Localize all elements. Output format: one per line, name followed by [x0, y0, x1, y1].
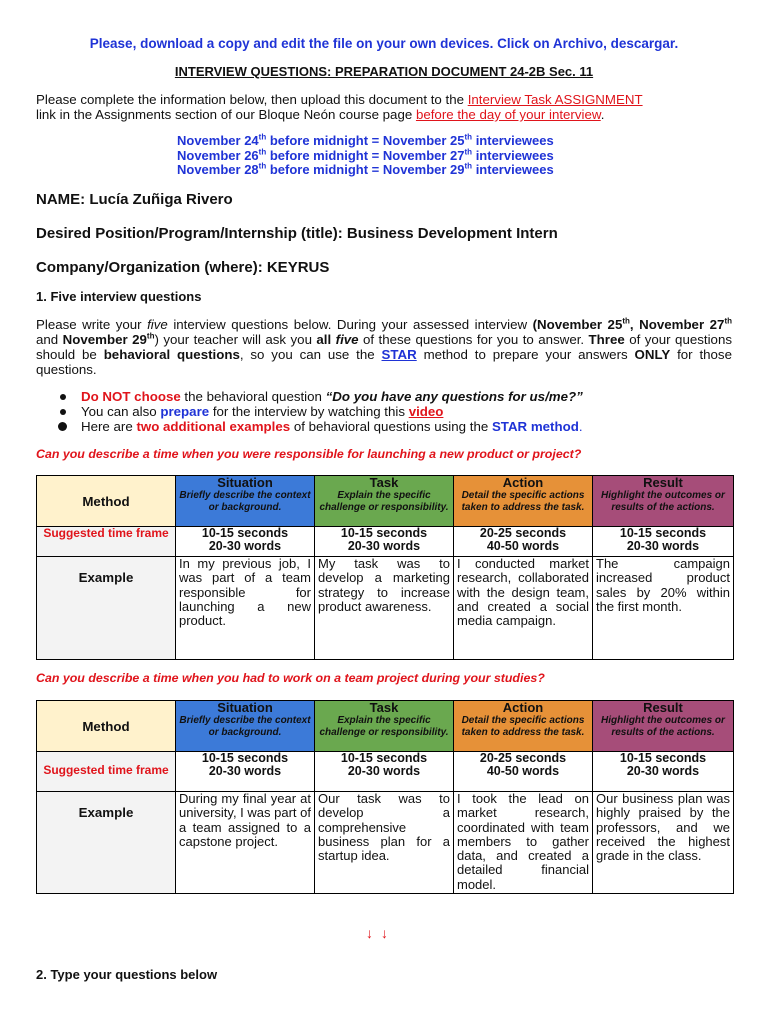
example-cell: My task was to develop a marketing strategy to increase product awareness.: [315, 557, 454, 660]
example-cell: Our task was to develop a comprehensive business plan for a startup idea.: [315, 792, 454, 894]
list-item: Here are two additional examples of behavioral questions using the STAR method.: [60, 419, 583, 434]
time-frame-cell: 10-15 seconds 20-30 words: [593, 752, 734, 792]
download-notice: Please, download a copy and edit the file on your own devices. Click on Archivo, descargar.: [89, 36, 679, 51]
example-question: Can you describe a time when you were responsible for launching a new product or project?: [36, 447, 582, 461]
example-question: Can you describe a time when you had to work on a team project during your studies?: [36, 671, 545, 685]
list-item: Do NOT choose the behavioral question “Do you have any questions for us/me?”: [60, 389, 583, 404]
example-cell: I took the lead on market research, coordinated with team members to gather data, and created a detailed financial model.: [454, 792, 593, 894]
time-frame-label: Suggested time frame: [37, 752, 176, 792]
example-label: Example: [37, 557, 176, 660]
time-frame-cell: 10-15 seconds 20-30 words: [315, 527, 454, 557]
time-frame-cell: 20-25 seconds 40-50 words: [454, 752, 593, 792]
action-header: Action Detail the specific actions taken to address the task.: [454, 701, 593, 752]
instructions-paragraph: Please write your five interview questions below. During your assessed interview (November 25th, November 27th and November 29th) your teacher will ask you all five of these questions for you to answer. Three of your questions should be behavioral questions, so you can use the STAR method to prepare your answers ONLY for those questions.: [36, 316, 732, 377]
situation-header: Situation Briefly describe the context or background.: [176, 701, 315, 752]
method-label: Method: [37, 701, 176, 752]
example-cell: Our business plan was highly praised by the professors, and we received the highest grade in the class.: [593, 792, 734, 894]
video-link[interactable]: video: [408, 404, 444, 419]
task-header: Task Explain the specific challenge or responsibility.: [315, 701, 454, 752]
time-frame-cell: 10-15 seconds 20-30 words: [176, 527, 315, 557]
bullet-icon: [60, 409, 66, 415]
deadline-item: November 24th before midnight = November 25th interviewees: [177, 132, 554, 148]
list-item: You can also prepare for the interview by watching this video: [60, 404, 583, 419]
result-header: Result Highlight the outcomes or results of the actions.: [593, 476, 734, 527]
example-label: Example: [37, 792, 176, 894]
deadline-item: November 28th before midnight = November 29th interviewees: [177, 161, 554, 177]
time-frame-cell: 10-15 seconds 20-30 words: [176, 752, 315, 792]
action-header: Action Detail the specific actions taken to address the task.: [454, 476, 593, 527]
task-header: Task Explain the specific challenge or responsibility.: [315, 476, 454, 527]
name-field[interactable]: NAME: Lucía Zuñiga Rivero: [36, 191, 233, 208]
section-1-heading: 1. Five interview questions: [36, 289, 202, 304]
tips-list: [60, 389, 583, 434]
position-field[interactable]: Desired Position/Program/Internship (title): Business Development Intern: [36, 225, 558, 242]
deadline-list: [177, 134, 554, 178]
star-table: [36, 475, 734, 660]
down-arrows-icon: ↓↓: [366, 925, 396, 941]
method-label: Method: [37, 476, 176, 527]
star-table: [36, 700, 734, 894]
intro-paragraph: Please complete the information below, then upload this document to the Interview Task ASSIGNMENT link in the Assignments section of our Bloque Neón course page before the day of your interview.: [36, 92, 643, 122]
bullet-icon: [58, 422, 67, 431]
interview-task-assignment-link[interactable]: Interview Task ASSIGNMENT: [467, 92, 643, 107]
example-cell: I conducted market research, collaborated with the design team, and created a social media campaign.: [454, 557, 593, 660]
example-cell: During my final year at university, I was part of a team assigned to a capstone project.: [176, 792, 315, 894]
section-2-heading: 2. Type your questions below: [36, 967, 218, 982]
time-frame-label: Suggested time frame: [37, 527, 176, 557]
situation-header: Situation Briefly describe the context or background.: [176, 476, 315, 527]
result-header: Result Highlight the outcomes or results of the actions.: [593, 701, 734, 752]
bullet-icon: [60, 394, 66, 400]
time-frame-cell: 10-15 seconds 20-30 words: [315, 752, 454, 792]
star-link[interactable]: STAR: [381, 347, 417, 362]
before-day-link[interactable]: before the day of your interview: [415, 107, 601, 122]
time-frame-cell: 20-25 seconds 40-50 words: [454, 527, 593, 557]
document-title: INTERVIEW QUESTIONS: PREPARATION DOCUMENT 24-2B Sec. 11: [174, 64, 594, 79]
company-field[interactable]: Company/Organization (where): KEYRUS: [36, 259, 330, 276]
time-frame-cell: 10-15 seconds 20-30 words: [593, 527, 734, 557]
deadline-item: November 26th before midnight = November 27th interviewees: [177, 147, 554, 163]
example-cell: In my previous job, I was part of a team responsible for launching a new product.: [176, 557, 315, 660]
example-cell: The campaign increased product sales by 20% within the first month.: [593, 557, 734, 660]
